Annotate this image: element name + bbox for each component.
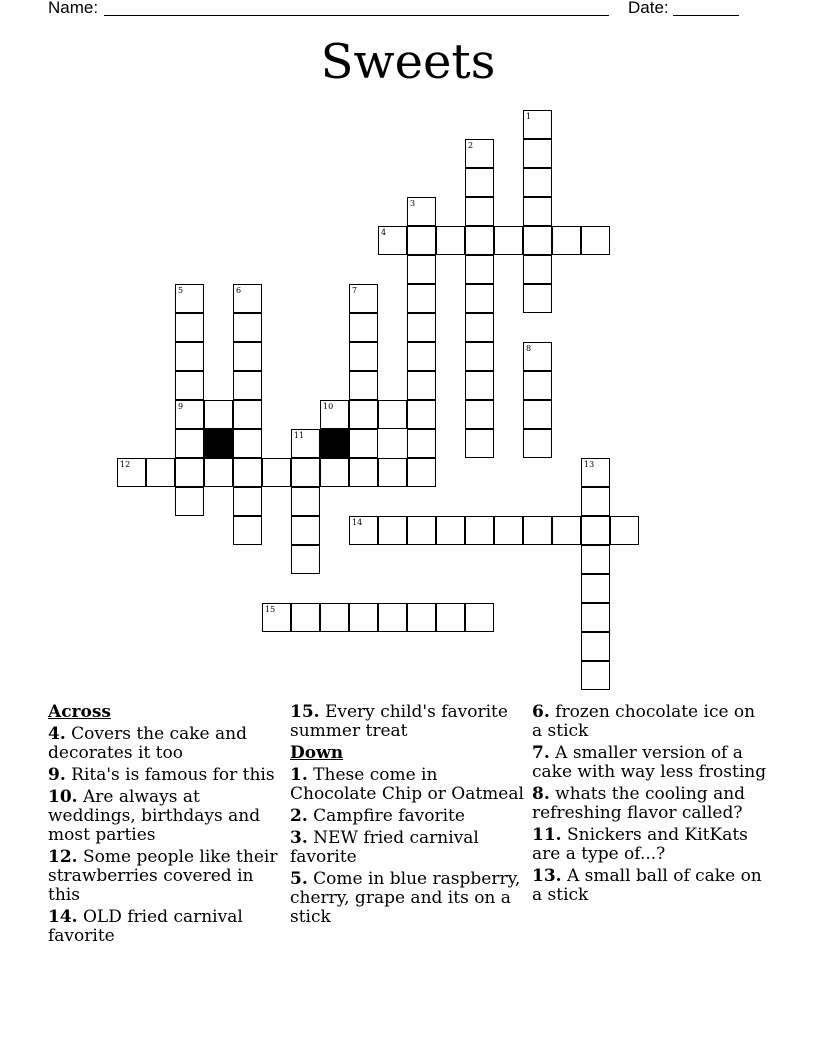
grid-cell[interactable] bbox=[146, 458, 175, 487]
grid-cell[interactable] bbox=[349, 458, 378, 487]
grid-cell[interactable] bbox=[291, 545, 320, 574]
name-label: Name: bbox=[48, 0, 99, 17]
clue-across-15: 15. Every child's favorite summer treat bbox=[290, 702, 508, 741]
grid-cell[interactable] bbox=[465, 603, 494, 632]
clue-number: 10 bbox=[323, 402, 334, 411]
grid-cell[interactable] bbox=[465, 516, 494, 545]
grid-cell[interactable] bbox=[407, 226, 436, 255]
grid-cell[interactable] bbox=[233, 458, 262, 487]
grid-cell[interactable] bbox=[175, 313, 204, 342]
grid-cell[interactable] bbox=[349, 400, 378, 429]
grid-cell[interactable] bbox=[407, 458, 436, 487]
grid-cell[interactable] bbox=[407, 603, 436, 632]
grid-cell[interactable] bbox=[378, 603, 407, 632]
grid-cell[interactable] bbox=[465, 313, 494, 342]
grid-cell[interactable] bbox=[349, 284, 378, 313]
grid-cell[interactable] bbox=[407, 197, 436, 226]
clue-down-2: 2. Campfire favorite bbox=[290, 806, 465, 826]
grid-cell[interactable] bbox=[175, 429, 204, 458]
grid-cell[interactable] bbox=[581, 632, 610, 661]
clue-number: 3 bbox=[410, 199, 416, 208]
clue-number: 15 bbox=[265, 605, 276, 614]
grid-cell[interactable] bbox=[465, 139, 494, 168]
grid-cell[interactable] bbox=[378, 226, 407, 255]
grid-cell[interactable] bbox=[175, 487, 204, 516]
clue-number: 12 bbox=[120, 460, 131, 469]
grid-cell[interactable] bbox=[465, 197, 494, 226]
date-label: Date: bbox=[628, 0, 669, 17]
clue-number: 7 bbox=[352, 286, 358, 295]
clue-number: 1 bbox=[526, 112, 532, 121]
grid-cell[interactable] bbox=[291, 487, 320, 516]
clues-column-2 bbox=[290, 703, 526, 930]
clue-number: 8 bbox=[526, 344, 532, 353]
grid-cell[interactable] bbox=[291, 429, 320, 458]
grid-cell[interactable] bbox=[581, 516, 610, 545]
grid-cell[interactable] bbox=[523, 139, 552, 168]
grid-cell[interactable] bbox=[320, 458, 349, 487]
clue-across-12: 12. Some people like their strawberries covered in this bbox=[48, 847, 278, 905]
clue-down-13: 13. A small ball of cake on a stick bbox=[532, 866, 762, 905]
grid-cell[interactable] bbox=[233, 342, 262, 371]
black-cell bbox=[204, 429, 233, 458]
grid-cell[interactable] bbox=[407, 516, 436, 545]
grid-cell[interactable] bbox=[407, 255, 436, 284]
grid-cell[interactable] bbox=[523, 197, 552, 226]
grid-cell[interactable] bbox=[233, 284, 262, 313]
grid-cell[interactable] bbox=[175, 371, 204, 400]
grid-cell[interactable] bbox=[320, 603, 349, 632]
clue-down-1: 1. These come in Chocolate Chip or Oatmeal bbox=[290, 765, 524, 804]
grid-cell[interactable] bbox=[465, 400, 494, 429]
grid-cell[interactable] bbox=[465, 429, 494, 458]
grid-cell[interactable] bbox=[523, 284, 552, 313]
grid-cell[interactable] bbox=[233, 313, 262, 342]
grid-cell[interactable] bbox=[523, 110, 552, 139]
across-heading: Across bbox=[48, 702, 111, 722]
clue-number: 5 bbox=[178, 286, 184, 295]
clue-across-9: 9. Rita's is famous for this bbox=[48, 765, 275, 785]
clue-down-11: 11. Snickers and KitKats are a type of...? bbox=[532, 825, 748, 864]
grid-cell[interactable] bbox=[233, 371, 262, 400]
grid-cell[interactable] bbox=[552, 516, 581, 545]
grid-cell[interactable] bbox=[233, 487, 262, 516]
grid-cell[interactable] bbox=[407, 313, 436, 342]
grid-cell[interactable] bbox=[465, 284, 494, 313]
grid-cell[interactable] bbox=[407, 400, 436, 429]
grid-cell[interactable] bbox=[465, 371, 494, 400]
grid-cell[interactable] bbox=[262, 458, 291, 487]
grid-cell[interactable] bbox=[523, 371, 552, 400]
grid-cell[interactable] bbox=[465, 342, 494, 371]
grid-cell[interactable] bbox=[407, 284, 436, 313]
grid-cell[interactable] bbox=[552, 226, 581, 255]
grid-cell[interactable] bbox=[349, 603, 378, 632]
grid-cell[interactable] bbox=[117, 458, 146, 487]
clue-number: 14 bbox=[352, 518, 363, 527]
page-title: Sweets bbox=[320, 34, 496, 90]
grid-cell[interactable] bbox=[494, 226, 523, 255]
grid-cell[interactable] bbox=[204, 400, 233, 429]
grid-cell[interactable] bbox=[378, 516, 407, 545]
grid-cell[interactable] bbox=[436, 226, 465, 255]
clue-across-10: 10. Are always at weddings, birthdays and most parties bbox=[48, 787, 261, 845]
black-cell bbox=[320, 429, 349, 458]
grid-cell[interactable] bbox=[175, 342, 204, 371]
down-heading: Down bbox=[290, 743, 344, 763]
grid-cell[interactable] bbox=[523, 400, 552, 429]
clue-number: 11 bbox=[294, 431, 305, 440]
grid-cell[interactable] bbox=[291, 458, 320, 487]
grid-cell[interactable] bbox=[494, 516, 523, 545]
grid-cell[interactable] bbox=[407, 342, 436, 371]
grid-cell[interactable] bbox=[262, 603, 291, 632]
clue-number: 13 bbox=[584, 460, 595, 469]
grid-cell[interactable] bbox=[407, 371, 436, 400]
grid-cell[interactable] bbox=[349, 313, 378, 342]
grid-cell[interactable] bbox=[407, 429, 436, 458]
clue-number: 6 bbox=[236, 286, 242, 295]
grid-cell[interactable] bbox=[581, 487, 610, 516]
grid-cell[interactable] bbox=[581, 574, 610, 603]
grid-cell[interactable] bbox=[465, 226, 494, 255]
grid-cell[interactable] bbox=[465, 255, 494, 284]
clue-down-8: 8. whats the cooling and refreshing flavor called? bbox=[532, 784, 746, 823]
grid-cell[interactable] bbox=[523, 342, 552, 371]
grid-cell[interactable] bbox=[175, 284, 204, 313]
clue-number: 4 bbox=[381, 228, 387, 237]
grid-cell[interactable] bbox=[581, 545, 610, 574]
grid-cell[interactable] bbox=[320, 400, 349, 429]
grid-cell[interactable] bbox=[523, 516, 552, 545]
clue-across-14: 14. OLD fried carnival favorite bbox=[48, 907, 243, 946]
clue-number: 2 bbox=[468, 141, 474, 150]
clue-down-5: 5. Come in blue raspberry, cherry, grape and its on a stick bbox=[290, 869, 521, 927]
grid-cell[interactable] bbox=[233, 516, 262, 545]
grid-cell[interactable] bbox=[175, 458, 204, 487]
grid-cell[interactable] bbox=[233, 400, 262, 429]
grid-cell[interactable] bbox=[349, 429, 378, 458]
grid-cell[interactable] bbox=[378, 400, 407, 429]
grid-cell[interactable] bbox=[349, 516, 378, 545]
grid-cell[interactable] bbox=[523, 226, 552, 255]
grid-cell[interactable] bbox=[175, 400, 204, 429]
clue-down-7: 7. A smaller version of a cake with way less frosting bbox=[532, 743, 767, 782]
clue-across-4: 4. Covers the cake and decorates it too bbox=[48, 724, 247, 763]
grid-cell[interactable] bbox=[523, 168, 552, 197]
grid-cell[interactable] bbox=[378, 458, 407, 487]
grid-cell[interactable] bbox=[581, 458, 610, 487]
clue-down-3: 3. NEW fried carnival favorite bbox=[290, 828, 479, 867]
grid-cell[interactable] bbox=[581, 603, 610, 632]
grid-cell[interactable] bbox=[610, 516, 639, 545]
grid-cell[interactable] bbox=[523, 255, 552, 284]
grid-cell[interactable] bbox=[523, 429, 552, 458]
grid-cell[interactable] bbox=[349, 371, 378, 400]
grid-cell[interactable] bbox=[233, 429, 262, 458]
grid-cell[interactable] bbox=[581, 661, 610, 690]
clue-down-6: 6. frozen chocolate ice on a stick bbox=[532, 702, 756, 741]
clues-column-3 bbox=[532, 703, 768, 908]
clues-column-1 bbox=[48, 703, 280, 949]
grid-cell[interactable] bbox=[349, 342, 378, 371]
grid-cell[interactable] bbox=[436, 516, 465, 545]
grid-cell[interactable] bbox=[581, 226, 610, 255]
grid-cell[interactable] bbox=[204, 458, 233, 487]
grid-cell[interactable] bbox=[465, 168, 494, 197]
grid-cell[interactable] bbox=[291, 516, 320, 545]
grid-cell[interactable] bbox=[436, 603, 465, 632]
clue-number: 9 bbox=[178, 402, 184, 411]
grid-cell[interactable] bbox=[291, 603, 320, 632]
